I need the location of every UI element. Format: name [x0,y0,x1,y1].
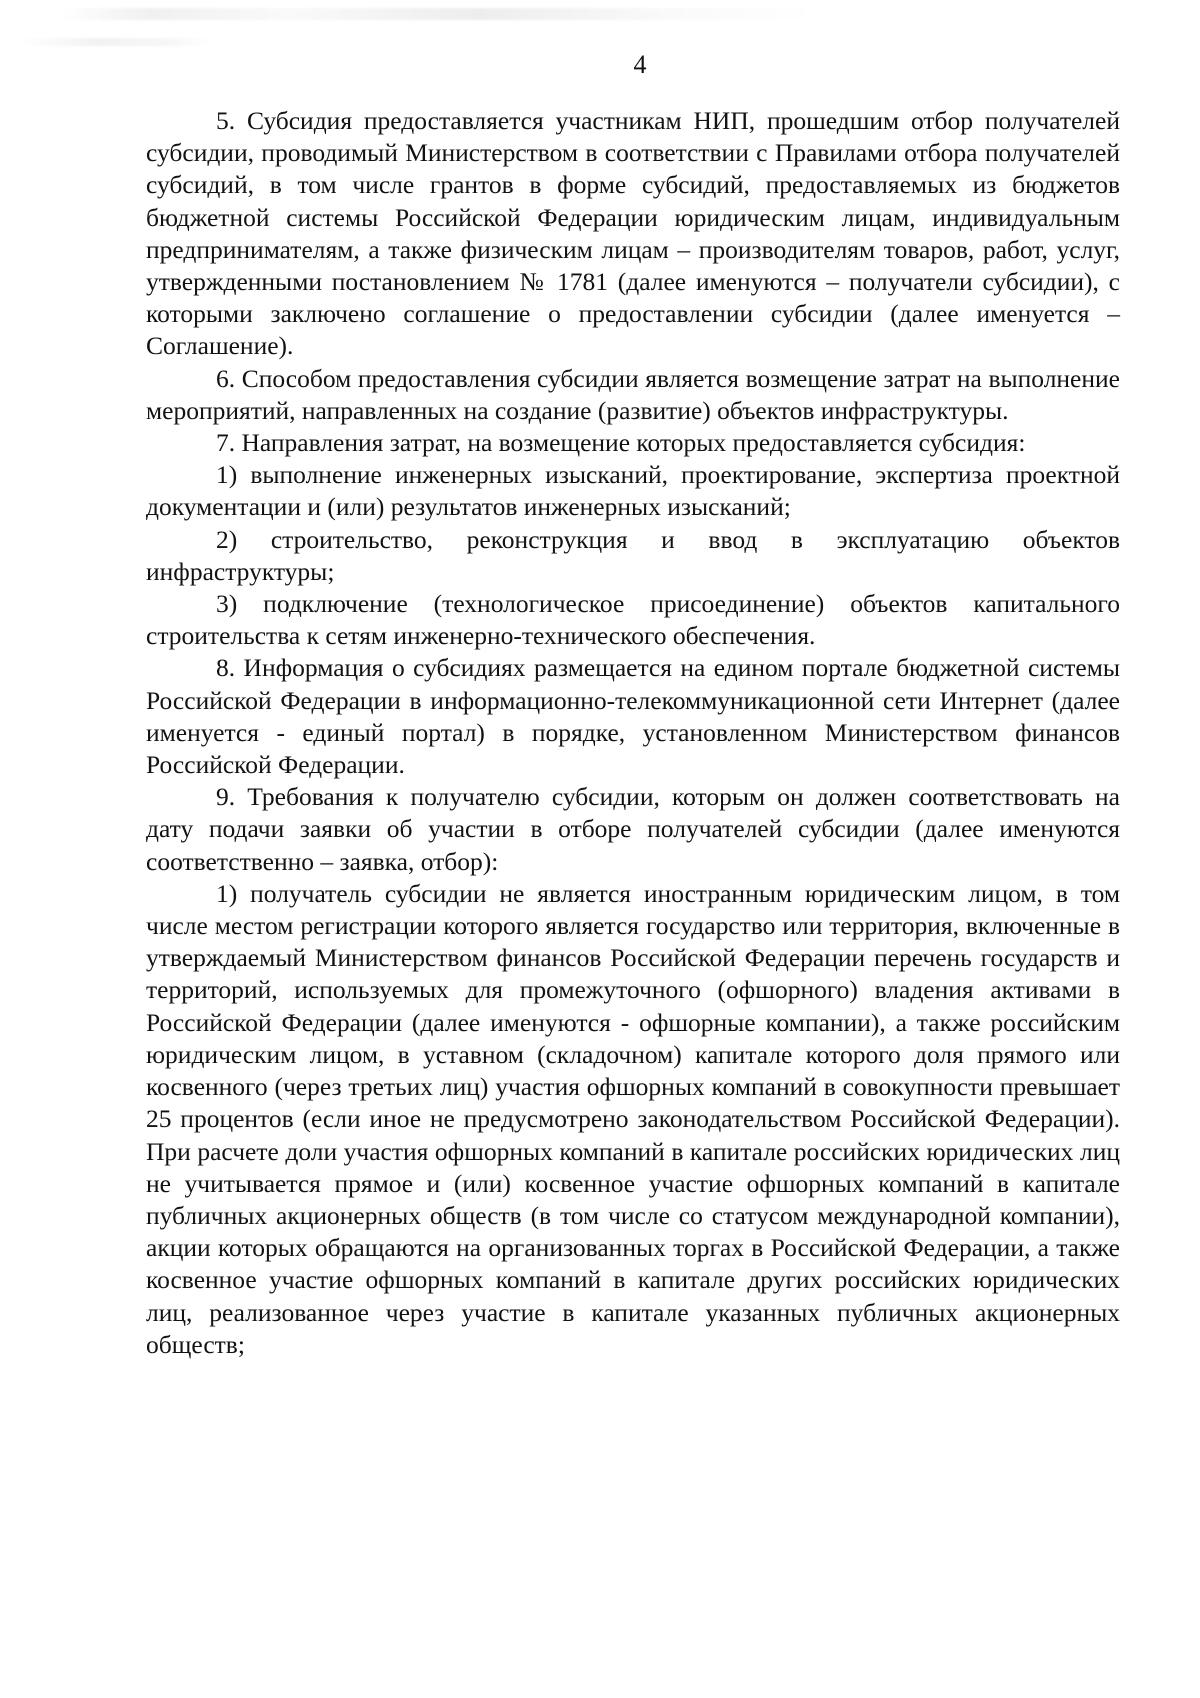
page-number: 4 [633,50,647,79]
scan-artifact [60,8,820,20]
paragraph-7-item-1: 1) выполнение инженерных изысканий, проектирование, экспертиза проектной документации и (или) результатов инженерных изысканий; [146,460,1120,522]
paragraph-8: 8. Информация о субсидиях размещается на едином портале бюджетной системы Российской Федерации в информационно-телекоммуникационной сети Интернет (далее именуется - единый портал) в порядке, установленном Министерством финансов Российской Федерации. [146,653,1120,780]
paragraph-6: 6. Способом предоставления субсидии является возмещение затрат на выполнение мероприятий, направленных на создание (развитие) объектов инфраструктуры. [146,363,1120,425]
paragraph-9-item-1: 1) получатель субсидии не является иностранным юридическим лицом, в том числе местом регистрации которого является государство или территория, включенные в утверждаемый Министерством финансов Российской Федерации перечень государств и территорий, используемых для промежуточного (офшорного) владения активами в Российской Федерации (далее именуются - офшорные компании), а также российским юридическим лицом, в уставном (складочном) капитале которого доля прямого или косвенного (через третьих лиц) участия офшорных компаний в совокупности превышает 25 процентов (если иное не предусмотрено законодательством Российской Федерации). При расчете доли участия офшорных компаний в капитале российских юридических лиц не учитывается прямое и (или) косвенное участие офшорных компаний в капитале публичных акционерных обществ (в том числе со статусом международной компании), акции которых обращаются на организованных торгах в Российской Федерации, а также косвенное участие офшорных компаний в капитале других российских юридических лиц, реализованное через участие в капитале указанных публичных акционерных обществ; [146,878,1120,1359]
paragraph-7-item-3: 3) подключение (технологическое присоединение) объектов капитального строительства к сетям инженерно-технического обеспечения. [146,589,1120,651]
paragraph-5: 5. Субсидия предоставляется участникам НИП, прошедшим отбор получателей субсидии, проводимый Министерством в соответствии с Правилами отбора получателей субсидий, в том числе грантов в форме субсидий, предоставляемых из бюджетов бюджетной системы Российской Федерации юридическим лицам, индивидуальным предпринимателям, а также физическим лицам – производителям товаров, работ, услуг, утвержденными постановлением № 1781 (далее именуются – получатели субсидии), с которыми заключено соглашение о предоставлении субсидии (далее именуется – Соглашение). [146,106,1120,361]
paragraph-9: 9. Требования к получателю субсидии, которым он должен соответствовать на дату подачи заявки об участии в отборе получателей субсидии (далее именуются соответственно – заявка, отбор): [146,782,1120,876]
paragraph-7: 7. Направления затрат, на возмещение которых предоставляется субсидия: [216,428,1026,458]
document-body [146,105,1120,1361]
scan-artifact [20,38,210,46]
paragraph-7-item-2: 2) строительство, реконструкция и ввод в эксплуатацию объектов инфраструктуры; [146,524,1120,586]
